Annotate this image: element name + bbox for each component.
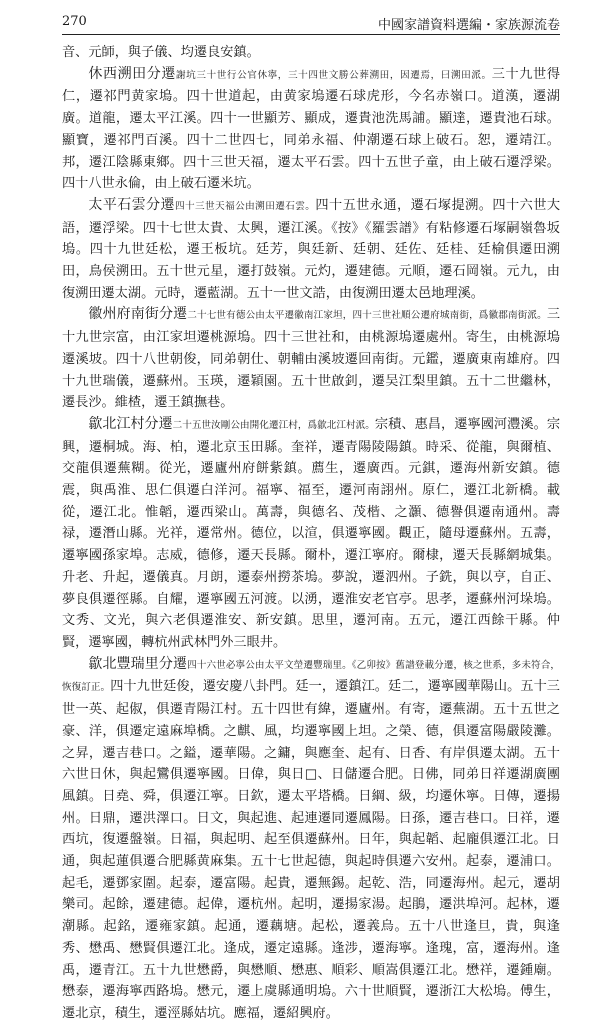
page-number: 270 <box>62 14 87 29</box>
section-note: 四十六世必寧公由太平文塋遷豐瑞里。《乙卯按》舊譜登載分遷，核之世系，多未符合，恢復訂正。 <box>62 659 561 694</box>
section-note: 二十五世汝剛公由開化遷江村，爲歙北江村派。 <box>172 419 375 431</box>
section-title: 休西溯田分遷 <box>88 65 176 82</box>
section-note: 二十七世有德公由太平遷徽南江家坦，四十三世社順公遷府城南街，爲徽郡南街派。 <box>187 310 547 322</box>
paragraph <box>62 42 560 64</box>
paragraph-text: 四十九世廷俊，遷安慶八卦門。廷一，遷鎮江。廷二，遷寧國華陽山。五十三世一英、起俶，俱遷青陽江村。五十四世有緯，遷廬州。有寄，遷蕪湖。五十五世之豪、洋，俱遷定遠麻埠橋。之麒、風，均遷寧國上坦。之榮、德，俱遷富陽嚴陵灘。之昇，遷吉巷口。之鎰，遷華陽。之鏞，與應奎、起有、日香、有岸俱遷太湖。五十六世日休，與起鸞俱遷寧國。日偉，與日□、日儲遷合肥。日佛，同弟日祥遷湖廣團風鎮。日堯、舜，俱遷江寧。日欽，遷太平塔橋。日綱、級，均遷休寧。日傳，遷揚州。日鼎，遷洪澤口。日文，與起進、起連遷同遷鳳陽。日孫，遷吉巷口。日祥，遷西坑，復遷盤嶺。日福，與起明、起至俱遷蘇州。日年，與起韜、起龐俱遷江北。日通，與起蓮俱遷合肥縣黄麻集。五十七世起德，與起時俱遷六安州。起泰，遷浦口。起毛，遷鄧家圍。起泰，遷富陽。起貴，遷無錫。起乾、浩，同遷海州。起元，遷胡樂司。起餘，遷建德。起偉，遷杭州。起明，遷揚家湯。起鵑，遷洪埠河。起林，遷潮縣。起銘，遷雍家鎮。起通，遷藕塘。起松，遷義烏。五十八世逢旦，貴，與逢秀、懋禹、懋賢俱遷江北。逢成，遷定遠縣。逢涉，遷海寧。逢瑰，富，遷海州。逢禹，遷青江。五十九世懋爵，與懋順、懋惠、順彩、順嵩俱遷江北。懋祥，遷鍾廟。懋泰，遷海寧西路塢。懋元，遷上虞縣通明塢。六十世順賢，遷浙江大松塢。傅生，遷北京，積生，遷涇縣姑坑。應福，遷紹興府。 <box>62 679 560 1021</box>
page-header <box>62 12 560 34</box>
paragraph-text: 三十九世宗富，由江家坦遷桃源塢。四十三世社和，由桃源塢遷處州。寄生，由桃源塢遷溪坡。四十八世朝俊，同弟朝仕、朝輔由溪坡遷回南街。元鑑，遷廣東南雄府。四十九世瑞儀，遷蘇州。玉瑛，遷穎園。五十世啟釗，遷吴江梨里鎮。五十二世繼林，遷長沙。維楂，遷王鎮撫巷。 <box>62 307 561 411</box>
paragraph <box>62 414 560 654</box>
header-rule <box>62 34 560 35</box>
section-title: 歙北豐瑞里分遷 <box>88 655 188 672</box>
paragraph-text: 宗積、惠昌，遷寧國河灃溪。宗興，遷桐城。海、柏，遷北京玉田縣。奎祥，遷青陽陵陽鎮。時采、從龍，與爾植、交龍俱遷蕪糊。從光，遷廬州府餅紫鎮。薦生，遷廣西。元錤，遷海州新安鎮。德震，與禹淮、思仁俱遷白洋河。福寧、福至，遷河南詡州。原仁，遷江北新橋。載從，遷江北。惟韜，遷西梁山。萬壽，與德名、茂楷、之灝、德譽俱遷南通州。壽禄，遷潛山縣。光祥，遷常州。德位，以渲，俱遷寧國。觀正，隨母遷蘇州。五壽，遷寧國孫家埠。志威，德修，遷天長縣。爾朴，遷江寧府。爾棣，遷天長縣網城集。升老、升起，遷儀真。月朗，遷泰州撈茶塢。夢說，遷泗州。子銑，與以亨，自正、夢良俱遷徑縣。自耀，遷寧國五河渡。以湧，遷淮安老官亭。思孝，遷蘇州河垛塢。文秀、文光，與六老俱遷淮安、新安鎮。思里，遷河南。五元，遷江西餘干縣。仲賢，遷寧國，轉杭州武林門外三眼井。 <box>62 416 561 650</box>
section-note: 四十三世天福公由溯田遷石雲。 <box>174 200 316 212</box>
paragraph-text: 音、元師，與子儀、均遷良安鎮。 <box>62 45 260 60</box>
running-title: 中國家譜資料選編・家族源流卷 <box>377 18 560 33</box>
paragraph <box>62 64 560 195</box>
body-text <box>62 42 560 1025</box>
paragraph <box>62 654 560 1025</box>
paragraph-text: 三十九世得仁，遷祁門黄家塢。四十世道起，由黄家塢遷石球虎形，今名赤嶺口。道漢，遷湖廣。道龍，遷太平江溪。四十一世顯芳、顯成，遷貴池洗馬誧。顯達，遷貴池石球。顯寶，遷祁門百溪。四十二世四七，同弟永福、仲潮遷石球上破石。恕，遷靖江。邦，遷江陰縣東鄉。四十三世天福，遷太平石雲。四十五世子童，由上破石遷浮梁。四十八世永倫，由上破石遷米坑。 <box>62 66 561 192</box>
section-title: 太平石雲分遷 <box>88 196 175 213</box>
section-title: 歙北江村分遷 <box>88 415 173 432</box>
paragraph <box>62 195 560 305</box>
paragraph <box>62 304 560 414</box>
section-title: 徽州府南街分遷 <box>88 306 188 323</box>
paragraph-text: 四十五世永通，遷石塚提溯。四十六世大語，遷浮梁。四十七世太貴、太興，遷江溪。《按》《羅雲譜》有粘修遷石塚嗣嶺魯坂塢。四十九世廷松，遷王板坑。廷芳，與廷新、廷朝、廷佐、廷桂、廷榆俱遷田溯田，鳥侯溯田。五十世元星，遷打鼓嶺。元灼，遷建德。元順，遷石岡嶺。元九，由復溯田遷太湖。元時，遷藍湖。五十一世文誥，由復溯田遷太邑地理溪。 <box>62 197 561 301</box>
section-note: 謝坑三十世行公官休寧，三十四世文勝公葬溯田，因遷焉，曰溯田派。 <box>175 69 492 81</box>
